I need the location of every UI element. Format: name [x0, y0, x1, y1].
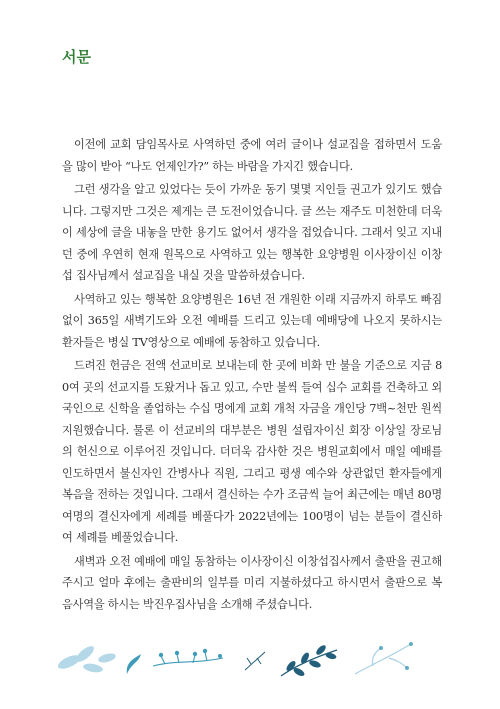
paragraph-2: 그런 생각을 알고 있었다는 듯이 가까운 동기 몇몇 지인들 권고가 있기도 했습니다. 그렇지만 그것은 제게는 큰 도전이었습니다. 글 쓰는 재주도 미천한데 더욱이 세상에 글을 내놓을 만한 용기도 없어서 생각을 접었습니다. 그래서 잊고 지내던 중에 우연히 현재 원목으로 사역하고 있는 행복한 요양병원 이사장이신 이창섭 집사님께서 설교집을 내실 것을 말씀하셨습니다.	[62, 183, 442, 282]
paragraph-4: 드려진 헌금은 전액 선교비로 보내는데 한 곳에 비화 만 불을 기준으로 지금 80여 곳의 선교지를 도왔거나 돕고 있고, 수만 불씩 들여 십수 교회를 건축하고 외국인으로 신학을 졸업하는 수십 명에게 교회 개척 자금을 개인당 7백~천만 원씩 지원했습니다. 물론 이 선교비의 대부분은 병원 설립자이신 회장 이상일 장로님의 헌신으로 이루어진 것입니다. 더더욱 감사한 것은 병원교회에서 매일 예배를 인도하면서 불신자인 간병사나 직원, 그리고 평생 예수와 상관없던 환자들에게 복음을 전하는 것입니다. 그래서 결신하는 수가 조금씩 늘어 최근에는 매년 80명 여명의 결신자에게 세례를 베풀다가 2022년에는 100명이 넘는 분들이 결신하여 세례를 베풀었습니다.	[62, 359, 442, 544]
paragraph-5: 새벽과 오전 예배에 매일 동참하는 이사장이신 이창섭집사께서 출판을 권고해주시고 얼마 후에는 출판비의 일부를 미리 지불하셨다고 하시면서 출판으로 복음사역을 하시는 박진우집사님을 소개해 주셨습니다.	[62, 554, 442, 611]
paragraph-3: 사역하고 있는 행복한 요양병원은 16년 전 개원한 이래 지금까지 하루도 빠짐없이 365일 새벽기도와 오전 예배를 드리고 있는데 예배당에 나오지 못하시는 환자들은 병실 TV영상으로 예배에 동참하고 있습니다.	[62, 292, 442, 349]
paragraph-1: 이전에 교회 담임목사로 사역하던 중에 여러 글이나 설교집을 접하면서 도움을 많이 받아 “나도 언제인가?” 하는 바람을 가지긴 했습니다.	[62, 138, 442, 173]
leaf-decoration-icon	[55, 636, 445, 684]
body-text	[62, 134, 442, 617]
section-title: 서문	[62, 48, 91, 66]
